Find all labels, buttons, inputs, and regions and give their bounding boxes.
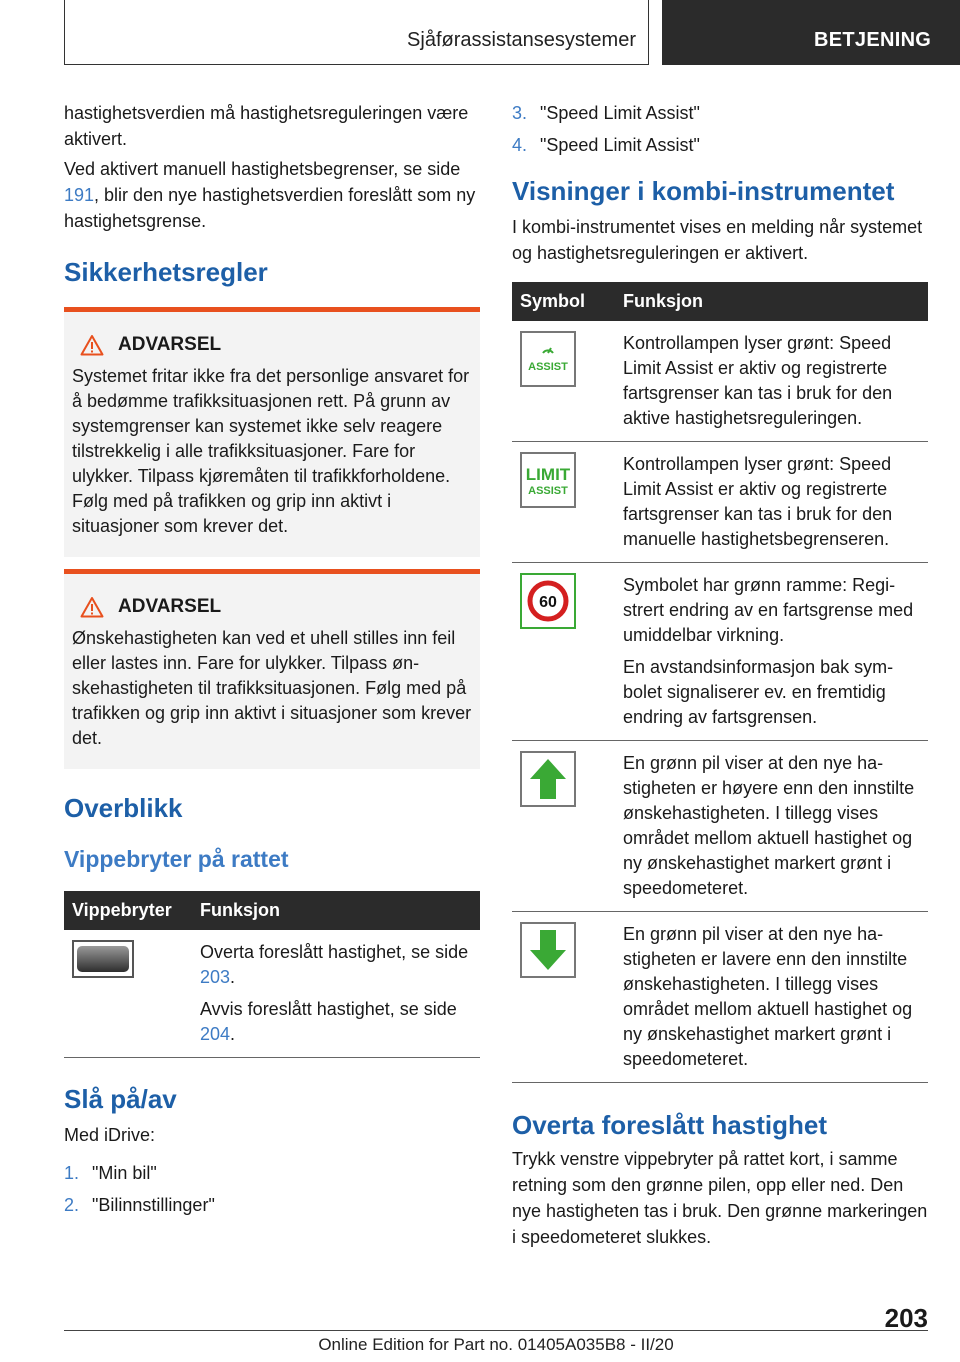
limit-label: LIMIT — [525, 465, 571, 484]
table-row — [64, 930, 480, 1058]
page-link-191[interactable]: 191 — [64, 185, 95, 205]
header-section-box — [662, 0, 960, 65]
speed-label: 60 — [539, 594, 557, 611]
step-number: 1. — [64, 1163, 80, 1183]
rocker-function-2-text: Avvis foreslått hastighet, se side — [200, 999, 457, 1019]
symbol-function-text: En grønn pil viser at den nye hastigheten er lavere enn den innstilte ønskehastigheten. I tillegg vises området mellom aktuell hastighet og ny ønskehastighet markert grønt i speedometeret. — [623, 924, 913, 1069]
left-column — [64, 100, 480, 1224]
warning-label-1: ADVARSEL — [118, 334, 222, 355]
warning-label-2: ADVARSEL — [118, 596, 222, 617]
symbol-function-text: Kontrollampen lyser grønt: Speed Limit Assist er aktiv og registrerte fartsgrenser kan tas i bruk for den manuelle hastighetsbegrenseren. — [623, 454, 893, 549]
step-text: "Speed Limit Assist" — [540, 135, 700, 155]
step-number: 4. — [512, 135, 528, 155]
heading-display: Visninger i kombi-instrumentet — [512, 176, 895, 206]
header-chapter-box — [64, 0, 649, 65]
warning-box-2 — [64, 569, 480, 769]
heading-rocker: Vippebryter på rattet — [64, 846, 289, 872]
footer-divider — [64, 1330, 928, 1331]
symbol-function-text: Kontrollampen lyser grønt: Speed Limit Assist er aktiv og registrerte fartsgrenser kan tas i bruk for den aktive hastighetsreguleringen. — [623, 333, 893, 428]
heading-on-off: Slå på/av — [64, 1084, 177, 1114]
assist-icon — [520, 331, 576, 387]
table-row — [512, 563, 928, 741]
list-item — [64, 1160, 480, 1186]
idrive-intro: Med iDrive: — [64, 1125, 156, 1145]
step-text: "Min bil" — [92, 1163, 157, 1183]
period: . — [230, 967, 236, 987]
heading-take-speed: Overta foreslått hastighet — [512, 1110, 827, 1140]
warning-box-1 — [64, 307, 480, 557]
warning-title-2 — [72, 596, 472, 618]
table-row — [512, 321, 928, 442]
rocker-table — [64, 891, 480, 1058]
step-text: "Speed Limit Assist" — [540, 103, 700, 123]
limit-assist-label: ASSIST — [528, 485, 568, 497]
right-column — [512, 100, 928, 1254]
section-title: BETJENING — [814, 29, 932, 51]
table-row — [512, 442, 928, 563]
page-number: 203 — [884, 1303, 928, 1333]
page-link-203[interactable]: 203 — [200, 967, 231, 987]
list-item — [512, 100, 928, 126]
warning-triangle-icon — [80, 334, 104, 356]
warning-title-1 — [72, 334, 472, 356]
rocker-function-1-text: Overta foreslått hastighet, se side — [200, 942, 469, 962]
rocker-col-header: Vippebryter — [64, 891, 192, 930]
function-col-header: Funksjon — [192, 891, 480, 930]
warning-triangle-icon — [80, 596, 104, 618]
step-text: "Bilinnstillinger" — [92, 1195, 215, 1215]
warning-text-2: Ønskehastigheten kan ved et uhell stilles inn feil eller lastes inn. Fare for ulykker. Tilpass ønskehastigheten til trafikksituasjonen. Følg med på trafikken og grip inn aktivt i situasjoner som krever det. — [72, 628, 472, 748]
intro-paragraph-1: hastighetsverdien må hastighetsreguleringen være aktivert. — [64, 103, 469, 149]
rocker-switch-icon — [72, 940, 134, 978]
display-intro: I kombi-instrumentet vises en melding når systemet og hastighetsreguleringen er aktivert. — [512, 217, 923, 263]
table-row — [512, 912, 928, 1083]
step-number: 3. — [512, 103, 528, 123]
list-item — [512, 132, 928, 158]
symbol-function-text: En grønn pil viser at den nye hastigheten er høyere enn den innstilte ønskehastigheten. I tillegg vises området mellom aktuell hastighet og ny ønskehastighet markert grønt i speedometeret. — [623, 753, 915, 898]
symbol-function-text: En avstandsinformasjon bak symbolet signaliserer ev. en fremtidig endring av fartsgrensen. — [623, 657, 894, 727]
period: . — [230, 1024, 236, 1044]
symbol-table — [512, 282, 928, 1083]
rocker-function-2 — [200, 997, 472, 1047]
intro-paragraph-2 — [64, 156, 480, 234]
assist-label: ASSIST — [528, 361, 568, 373]
steps-list-left — [64, 1160, 480, 1218]
list-item — [64, 1192, 480, 1218]
intro2-text: Ved aktivert manuell hastighetsbegrenser, se side — [64, 159, 461, 179]
speed-sign-60-icon — [520, 573, 576, 629]
symbol-function-text: Symbolet har grønn ramme: Registrert endring av en fartsgrense med umiddelbar virkning. — [623, 575, 914, 645]
table-row — [512, 741, 928, 912]
page-link-204[interactable]: 204 — [200, 1024, 231, 1044]
heading-overview: Overblikk — [64, 793, 183, 823]
chapter-title: Sjåførassistansesystemer — [407, 29, 636, 51]
take-speed-text: Trykk venstre vippebryter på rattet kort, i samme retning som den grønne pilen, opp eller ned. Den nye hastigheten tas i bruk. Den grønne markeringen i speedometeret slukkes. — [512, 1149, 928, 1247]
rocker-function-1 — [200, 940, 472, 990]
limit-assist-icon — [520, 452, 576, 508]
green-arrow-down-icon — [520, 922, 576, 978]
intro2-text-end: , blir den nye hastighetsverdien foreslått som ny hastighetsgrense. — [64, 185, 476, 231]
warning-text-1: Systemet fritar ikke fra det personlige ansvaret for å bedømme trafikksituasjonen rett. På grunn av systemgrenser kan systemet ikke selv reagere tilstrekkelig i alle trafikksituasjoner. Fare for ulykker. Tilpass kjøremåten til trafikkforholdene. Følg med på trafikken og grip inn aktivt i situasjoner som krever det. — [72, 366, 470, 536]
heading-safety: Sikkerhetsregler — [64, 257, 268, 287]
symbol-col-header: Symbol — [512, 282, 615, 321]
green-arrow-up-icon — [520, 751, 576, 807]
steps-list-right — [512, 100, 928, 158]
step-number: 2. — [64, 1195, 80, 1215]
function-col-header: Funksjon — [615, 282, 928, 321]
edition-footer: Online Edition for Part no. 01405A035B8 - II/20 — [318, 1335, 674, 1354]
